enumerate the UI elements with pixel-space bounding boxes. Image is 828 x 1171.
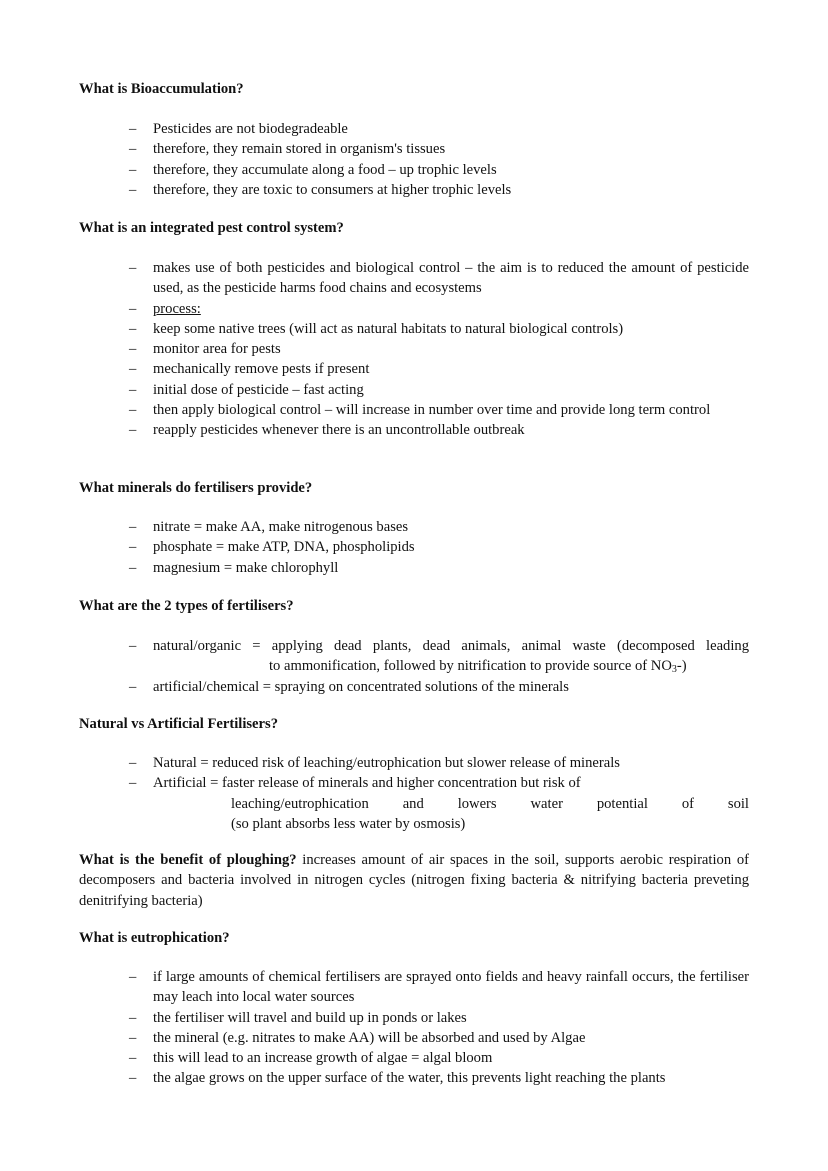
list-item: – process: bbox=[0, 299, 828, 319]
bullet-dash: – bbox=[129, 1009, 137, 1026]
bullet-dash: – bbox=[129, 402, 137, 419]
bullet-dash: – bbox=[129, 121, 137, 137]
list-item: – Artificial = faster release of minerals and higher concentration but risk of leaching/eutrophication and lowers water potential of soil (so plant absorbs less water by osmosis) bbox=[129, 775, 749, 832]
list-item: – reapply pesticides whenever there is an uncontrollable outbreak bbox=[0, 420, 828, 440]
list-item: – Pesticides are not biodegradeable bbox=[0, 119, 828, 139]
list-natural-vs-artificial bbox=[0, 753, 828, 834]
list-item: – therefore, they are toxic to consumers at higher trophic levels bbox=[0, 180, 828, 200]
heading-fertiliser-minerals: What minerals do fertilisers provide? bbox=[79, 480, 313, 496]
list-item: – Natural = reduced risk of leaching/eutrophication but slower release of minerals bbox=[0, 753, 828, 773]
bullet-dash: – bbox=[129, 1029, 137, 1046]
list-item: – monitor area for pests bbox=[0, 339, 828, 359]
bullet-dash: – bbox=[129, 422, 137, 439]
bullet-dash: – bbox=[129, 638, 137, 654]
ploughing-answer: increases amount of air spaces in the soil, supports aerobic respiration of decomposers and bacteria involved in nitrogen cycles (nitrogen fixing bacteria & nitrifying bacteria preveting denitrifying bacteria) bbox=[79, 852, 749, 909]
list-item: – nitrate = make AA, make nitrogenous bases bbox=[0, 517, 828, 537]
list-item: – phosphate = make ATP, DNA, phospholipids bbox=[0, 537, 828, 557]
list-fertiliser-types bbox=[0, 636, 828, 697]
list-item: – keep some native trees (will act as natural habitats to natural biological controls) bbox=[0, 319, 828, 339]
paragraph-ploughing bbox=[79, 850, 749, 911]
list-item: – this will lead to an increase growth of algae = algal bloom bbox=[0, 1048, 828, 1068]
bullet-dash: – bbox=[129, 260, 137, 276]
list-item: – the fertiliser will travel and build up in ponds or lakes bbox=[0, 1008, 828, 1028]
ploughing-question: What is the benefit of ploughing? bbox=[79, 852, 297, 868]
list-item: – artificial/chemical = spraying on concentrated solutions of the minerals bbox=[0, 677, 828, 697]
bullet-dash: – bbox=[129, 539, 137, 556]
list-fertiliser-minerals bbox=[0, 517, 828, 578]
bullet-dash: – bbox=[129, 181, 137, 198]
bullet-dash: – bbox=[129, 341, 137, 358]
list-item: – then apply biological control – will increase in number over time and provide long term control bbox=[0, 400, 828, 420]
bullet-dash: – bbox=[129, 381, 137, 398]
list-item: – the algae grows on the upper surface of the water, this prevents light reaching the plants bbox=[0, 1068, 828, 1088]
list-item: – magnesium = make chlorophyll bbox=[0, 558, 828, 578]
bullet-dash: – bbox=[129, 1070, 137, 1087]
heading-bioaccumulation: What is Bioaccumulation? bbox=[79, 81, 244, 97]
bullet-dash: – bbox=[129, 678, 137, 695]
heading-integrated-pest-control: What is an integrated pest control system? bbox=[79, 220, 344, 236]
list-bioaccumulation bbox=[0, 119, 828, 200]
bullet-dash: – bbox=[129, 320, 137, 337]
list-item: – initial dose of pesticide – fast acting bbox=[0, 380, 828, 400]
bullet-dash: – bbox=[129, 361, 137, 378]
list-eutrophication bbox=[0, 967, 828, 1089]
heading-fertiliser-types: What are the 2 types of fertilisers? bbox=[79, 598, 294, 614]
list-item: – mechanically remove pests if present bbox=[0, 359, 828, 379]
bullet-dash: – bbox=[129, 755, 137, 771]
bullet-dash: – bbox=[129, 559, 137, 576]
heading-eutrophication: What is eutrophication? bbox=[79, 930, 230, 946]
bullet-dash: – bbox=[129, 161, 137, 178]
list-item: – the mineral (e.g. nitrates to make AA) will be absorbed and used by Algae bbox=[0, 1028, 828, 1048]
bullet-dash: – bbox=[129, 141, 137, 158]
list-item: – natural/organic = applying dead plants, dead animals, animal waste (decomposed leading to ammonification, followed by nitrification to provide source of $NO_3-$) bbox=[129, 638, 749, 676]
list-item: – therefore, they remain stored in organism's tissues bbox=[0, 139, 828, 159]
list-item: – makes use of both pesticides and biological control – the aim is to reduced the amount of pesticide used, as the pesticide harms food chains and ecosystems bbox=[129, 260, 749, 297]
bullet-dash: – bbox=[129, 300, 137, 317]
bullet-dash: – bbox=[129, 775, 137, 792]
heading-natural-vs-artificial: Natural vs Artificial Fertilisers? bbox=[79, 716, 278, 732]
bullet-dash: – bbox=[129, 1050, 137, 1067]
list-item: – if large amounts of chemical fertilisers are sprayed onto fields and heavy rainfall occurs, the fertiliser may leach into local water sources bbox=[129, 969, 749, 1006]
bullet-dash: – bbox=[129, 969, 137, 985]
bullet-dash: – bbox=[129, 519, 137, 535]
list-integrated-pest-control bbox=[0, 258, 828, 441]
list-item: – therefore, they accumulate along a food – up trophic levels bbox=[0, 160, 828, 180]
